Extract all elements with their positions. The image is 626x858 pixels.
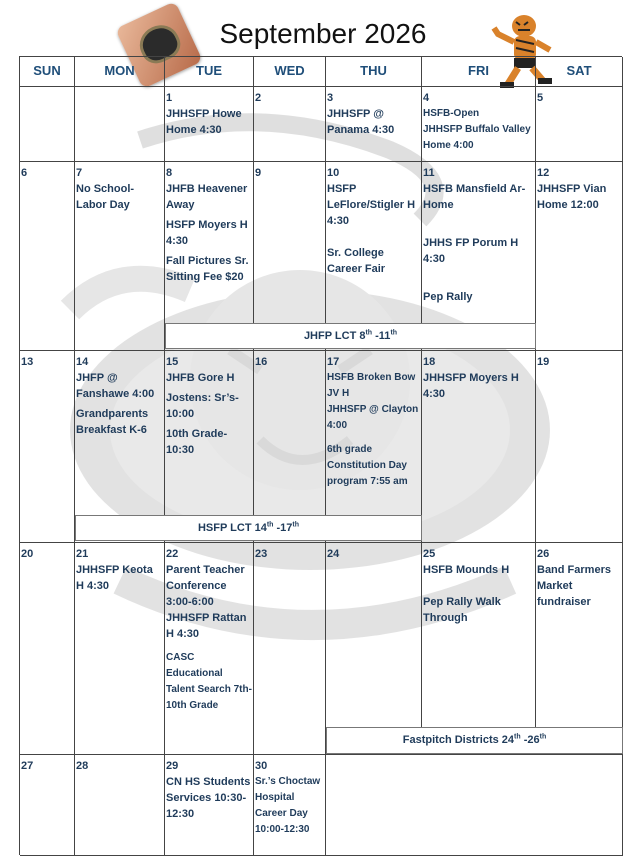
day-number: 24: [327, 548, 340, 560]
event: 6th grade Constitution Day program 7:55 am: [327, 444, 408, 487]
day-cell: [20, 87, 75, 162]
event: HSFP Moyers H 4:30: [166, 219, 248, 247]
day-cell-12: [536, 162, 623, 351]
day-number: 29: [166, 760, 179, 772]
day-number: 3: [327, 92, 334, 104]
event: Pep Rally Walk Through: [423, 596, 501, 624]
event: JHHSFP Rattan H 4:30: [166, 612, 247, 640]
header-mon: MON: [75, 57, 165, 87]
event: JHHSFP @ Clayton 4:00: [327, 404, 419, 431]
day-cell-28: [75, 755, 165, 856]
day-cell-22: [165, 543, 254, 755]
event-band-jhfp-lct: JHFP LCT 8th -11th: [165, 323, 536, 349]
day-cell-27: [20, 755, 75, 856]
day-number: 11: [423, 167, 435, 179]
day-number: 22: [166, 548, 179, 560]
day-number: 10: [327, 167, 340, 179]
day-cell-29: [165, 755, 254, 856]
event: JHHSFP Howe Home 4:30: [166, 108, 242, 136]
day-number: 20: [21, 548, 34, 560]
header-tue: TUE: [165, 57, 254, 87]
header-sat: SAT: [536, 57, 623, 87]
empty-cell: [326, 755, 623, 856]
day-cell-18: [422, 351, 536, 543]
day-number: 19: [537, 356, 550, 368]
day-cell-2: [254, 87, 326, 162]
day-cell-1: [165, 87, 254, 162]
event: No School-Labor Day: [76, 183, 135, 211]
event: Sr. College Career Fair: [327, 247, 386, 275]
event: Band Farmers Market fundraiser: [537, 564, 611, 608]
day-cell-3: [326, 87, 422, 162]
event: JHFB Gore H: [166, 372, 235, 384]
day-cell-26: [536, 543, 623, 755]
day-number: 5: [537, 92, 544, 104]
day-number: 25: [423, 548, 436, 560]
day-number: 18: [423, 356, 436, 368]
header-sun: SUN: [20, 57, 75, 87]
day-number: 23: [255, 548, 268, 560]
event: JHHS FP Porum H 4:30: [423, 237, 519, 265]
event: JHHSFP Moyers H 4:30: [423, 372, 519, 400]
day-number: 8: [166, 167, 173, 179]
day-number: 2: [255, 92, 262, 104]
day-number: 12: [537, 167, 550, 179]
event: Sr.’s Choctaw Hospital Career Day 10:00-12:30: [255, 776, 321, 835]
header-thu: THU: [326, 57, 422, 87]
event: JHHSFP Keota H 4:30: [76, 564, 153, 592]
event: HSFP LeFlore/Stigler H 4:30: [327, 183, 416, 227]
day-number: 26: [537, 548, 550, 560]
event: JHFP @ Fanshawe 4:00: [76, 372, 155, 400]
event: Parent Teacher Conference 3:00-6:00: [166, 564, 245, 608]
day-number: 1: [166, 92, 173, 104]
day-cell-6: [20, 162, 75, 351]
day-number: 13: [21, 356, 34, 368]
day-cell-20: [20, 543, 75, 755]
event: CN HS Students Services 10:30-12:30: [166, 776, 251, 820]
day-cell-5: [536, 87, 623, 162]
day-number: 6: [21, 167, 28, 179]
day-cell-13: [20, 351, 75, 543]
day-cell-25: [422, 543, 536, 755]
event: JHFB Heavener Away: [166, 183, 248, 211]
event: 10th Grade-10:30: [166, 428, 228, 456]
day-cell-30: [254, 755, 326, 856]
event-band-hsfp-lct: HSFP LCT 14th -17th: [75, 515, 422, 541]
event: Grandparents Breakfast K-6: [76, 408, 149, 436]
day-number: 15: [166, 356, 179, 368]
day-number: 4: [423, 92, 430, 104]
header-wed: WED: [254, 57, 326, 87]
day-number: 14: [76, 356, 89, 368]
day-cell: [75, 87, 165, 162]
day-number: 21: [76, 548, 89, 560]
day-number: 9: [255, 167, 262, 179]
day-cell-7: [75, 162, 165, 351]
day-number: 27: [21, 760, 34, 772]
event: JHHSFP @ Panama 4:30: [327, 108, 395, 136]
event: HSFB Mansfield Ar-Home: [423, 183, 526, 211]
day-cell-23: [254, 543, 326, 755]
day-number: 16: [255, 356, 268, 368]
day-cell-4: [422, 87, 536, 162]
calendar-title: September 2026: [219, 18, 427, 49]
event: HSFB-Open: [423, 108, 480, 119]
month-calendar-grid: [19, 56, 622, 855]
day-cell-19: [536, 351, 623, 543]
header-fri: FRI: [422, 57, 536, 87]
day-number: 30: [255, 760, 268, 772]
event: JHHSFP Vian Home 12:00: [537, 183, 607, 211]
event: HSFB Mounds H: [423, 564, 510, 576]
day-cell-24: [326, 543, 422, 755]
event: JHHSFP Buffalo Valley Home 4:00: [423, 124, 531, 151]
day-cell-21: [75, 543, 165, 755]
day-number: 28: [76, 760, 89, 772]
day-number: 17: [327, 356, 340, 368]
event: HSFB Broken Bow JV H: [327, 372, 416, 399]
event: Fall Pictures Sr. Sitting Fee $20: [166, 255, 249, 283]
day-number: 7: [76, 167, 83, 179]
event: CASC Educational Talent Search 7th-10th Grade: [166, 652, 252, 711]
event: Pep Rally: [423, 291, 473, 303]
event: Jostens: Sr’s-10:00: [166, 392, 239, 420]
event-band-fastpitch: Fastpitch Districts 24th -26th: [326, 727, 623, 754]
